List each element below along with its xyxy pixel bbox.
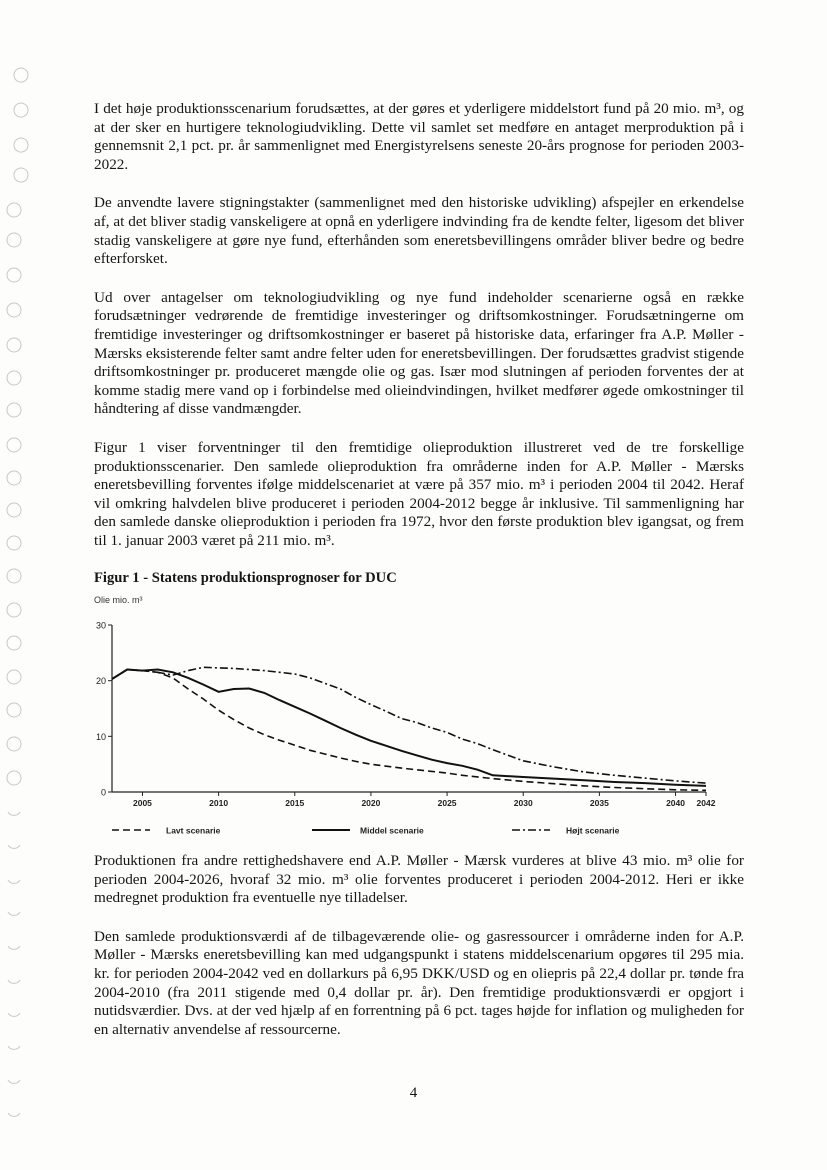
legend-label: Højt scenarie — [566, 825, 620, 836]
paragraph-production-value: Den samlede produktionsværdi af de tilbageværende olie- og gasressourcer i områderne inden for A.P. Møller - Mærsks eneretsbevilling kan med udgangspunkt i statens middelscenarium opgøres til 295 mia. kr. for perioden 2004-2042 ved en dollarkurs på 6,95 DKK/USD og en oliepris på 22,4 dollar pr. tønde fra 2004-2010 (fra 2011 stigende med 0,4 dollar pr. år). Den fremtidige produktionsværdi er opgjort i nutidsværdier. Dvs. at der ved hjælp af en forrentning på 6 pct. tages højde for inflation og muligheden for en alternativ anvendelse af ressourcerne. — [94, 927, 744, 1038]
y-tick-label: 10 — [95, 731, 106, 742]
legend-label: Lavt scenarie — [166, 825, 221, 836]
legend-label: Middel scenarie — [360, 825, 424, 836]
paragraph-figure-intro: Figur 1 viser forventninger til den fremtidige olieproduktion illustreret ved de tre forskellige produktionsscenarier. Den samlede olieproduktion fra områderne inden for A.P. Møller - Mærsks eneretsbevilling forventes ifølge middelscenariet at være på 357 mio. m³ i perioden 2004 til 2042. Heraf vil omkring halvdelen blive produceret i perioden 2004-2012 begge år inklusive. Til sammenligning har den samlede danske olieproduktion i perioden fra 1972, hvor den første produktion blev igangsat, og frem til 1. januar 2003 været på 211 mio. m³. — [94, 438, 744, 549]
production-forecast-chart — [94, 590, 734, 850]
document-body-top — [94, 100, 744, 595]
y-axis-label: Olie mio. m³ — [94, 595, 143, 605]
x-tick-label: 2005 — [133, 798, 152, 808]
paragraph-other-licensees: Produktionen fra andre rettighedshavere end A.P. Møller - Mærsk vurderes at blive 43 mio. m³ olie for perioden 2004-2026, hvoraf 32 mio. m³ olie forventes produceret i perioden 2004-2012. Heri er ikke medregnet produktion fra eventuelle nye tilladelser. — [94, 852, 744, 907]
page-number: 4 — [409, 1085, 418, 1101]
series-line-low — [112, 670, 706, 791]
document-body-bottom — [94, 852, 744, 1059]
paragraph-high-scenario: I det høje produktionsscenarium forudsættes, at der gøres et yderligere middelstort fund på 20 mio. m³, og at der sker en hurtigere teknologiudvikling. Dette vil samlet set medføre en antaget merproduktion på i gennemsnit 2,1 pct. pr. år sammenlignet med Energistyrelsens seneste 20-års prognose for perioden 2003-2022. — [94, 100, 744, 173]
x-tick-label: 2035 — [589, 798, 609, 808]
paragraph-assumptions: Ud over antagelser om teknologiudvikling og nye fund indeholder scenarierne også en række forudsætninger vedrørende de fremtidige investeringer og driftsomkostninger. Forudsætningerne om fremtidige investeringer og driftsomkostninger er baseret på historiske data, erfaringer fra A.P. Møller - Mærsks eksisterende felter samt andre felter uden for eneretsbevillingen. Der forudsættes gradvist stigende driftsomkostninger pr. produceret mængde olie og gas. Især mod slutningen af perioden forventes der at komme stadig mere vand op i forbindelse med olieindvindingen, hvilket medfører øgede omkostninger til håndtering af disse vandmængder. — [94, 288, 744, 418]
x-tick-label: 2025 — [437, 798, 457, 808]
x-tick-label: 2030 — [513, 798, 533, 808]
y-tick-label: 30 — [95, 620, 106, 631]
y-tick-label: 20 — [95, 676, 106, 687]
x-tick-label: 2020 — [361, 798, 381, 808]
y-tick-label: 0 — [100, 787, 106, 798]
x-tick-label: 2040 — [666, 798, 685, 808]
chart-svg — [94, 590, 734, 850]
paragraph-lower-growth-rates: De anvendte lavere stigningstakter (sammenlignet med den historiske udvikling) afspejler en erkendelse af, at det bliver stadig vanskeligere at opnå en yderligere indvinding fra de kendte felter, ligesom det bliver stadig vanskeligere at gøre nye fund, efterhånden som eneretsbevillingens områder bliver bedre og bedre efterforsket. — [94, 194, 744, 268]
binder-holes-decoration — [0, 0, 40, 1170]
x-tick-label: 2015 — [285, 798, 305, 808]
x-tick-label: 2042 — [696, 798, 716, 808]
figure-title: Figur 1 - Statens produktionsprognoser for DUC — [94, 570, 397, 587]
x-tick-label: 2010 — [209, 798, 229, 808]
